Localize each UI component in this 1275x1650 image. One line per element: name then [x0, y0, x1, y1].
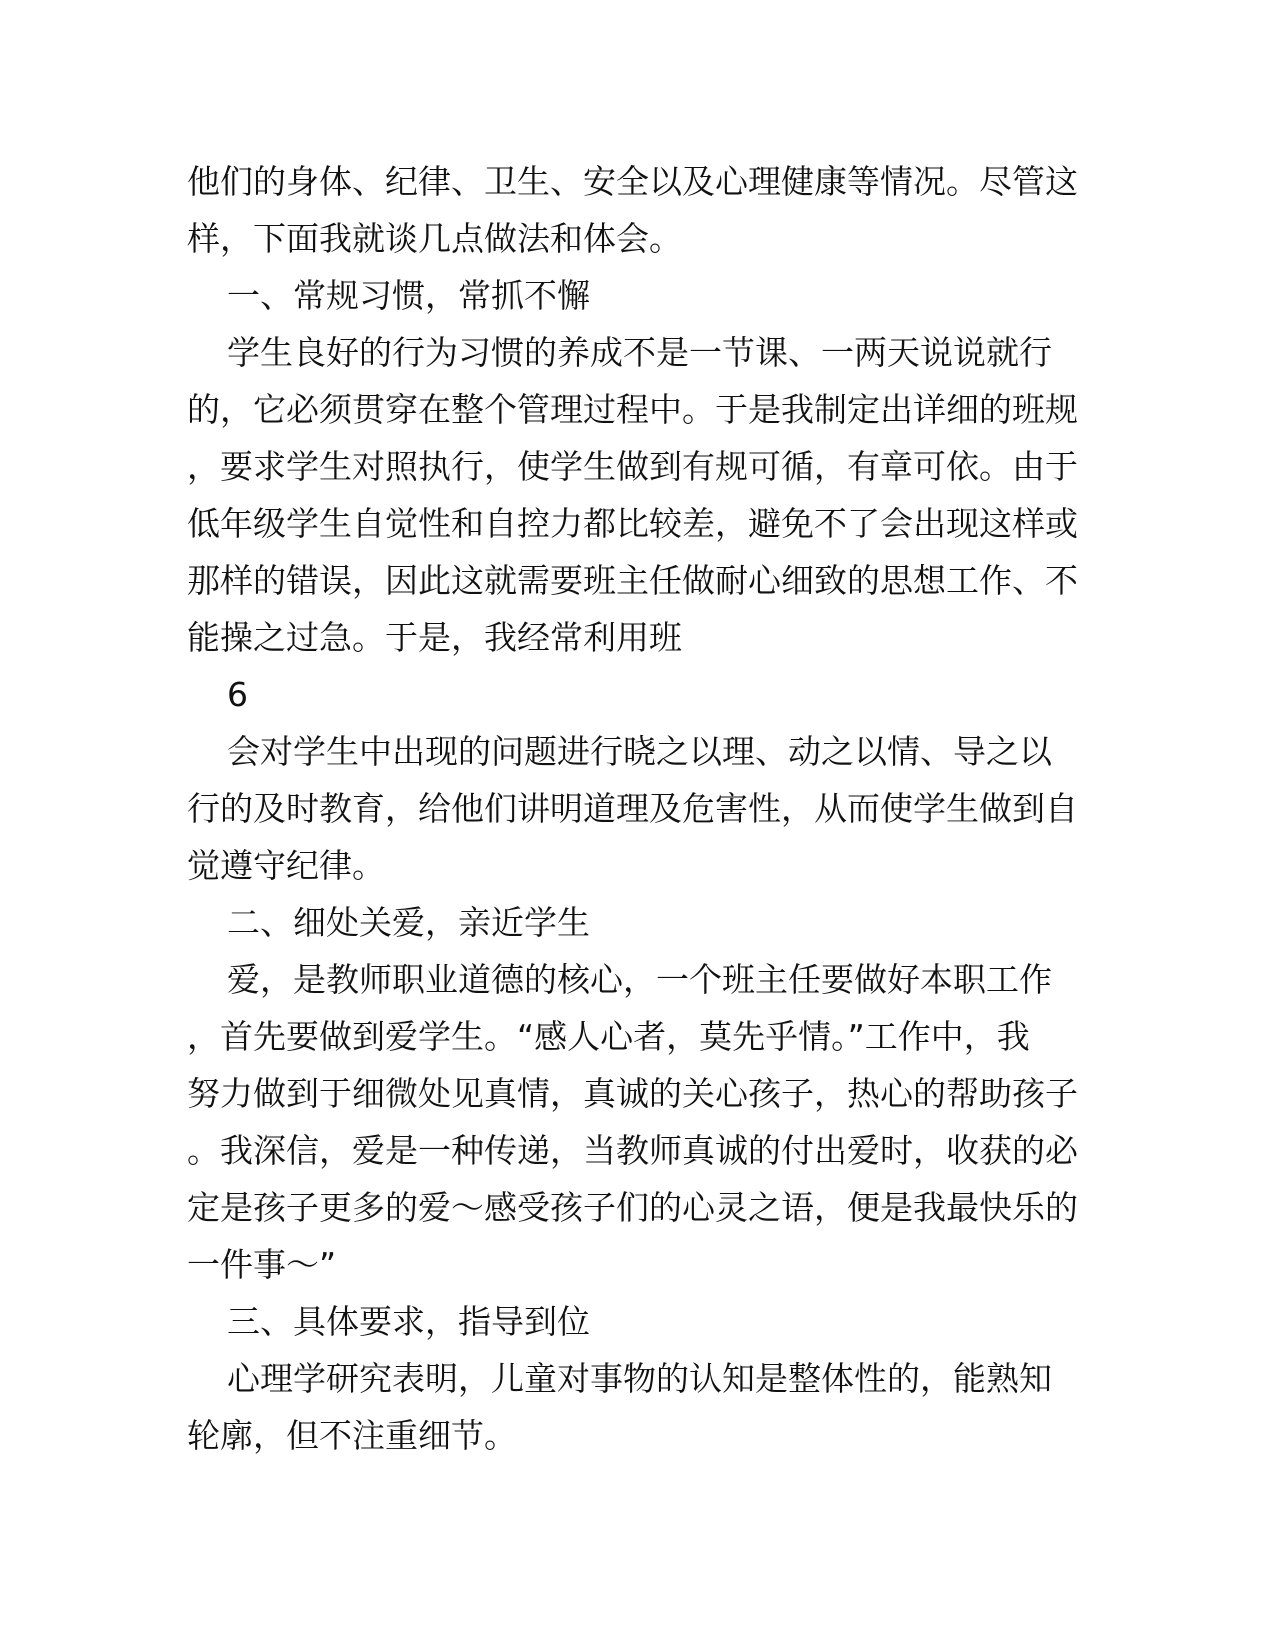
- text-line: 低年级学生自觉性和自控力都比较差，避免不了会出现这样或: [187, 504, 1078, 543]
- text-line: 的，它必须贯穿在整个管理过程中。于是我制定出详细的班规: [187, 390, 1078, 429]
- text-line: 他们的身体、纪律、卫生、安全以及心理健康等情况。尽管这: [187, 162, 1078, 201]
- text-line: 那样的错误，因此这就需要班主任做耐心细致的思想工作、不: [187, 561, 1078, 600]
- document-body: [187, 153, 1087, 1464]
- text-line: 心理学研究表明，儿童对事物的认知是整体性的，能熟知: [227, 1359, 1052, 1398]
- text-line: 能操之过急。于是，我经常利用班: [187, 618, 682, 657]
- text-line: 爱，是教师职业道德的核心，一个班主任要做好本职工作: [227, 960, 1052, 999]
- text-line: 一件事～”: [187, 1245, 337, 1284]
- text-line: ，要求学生对照执行，使学生做到有规可循，有章可依。由于: [187, 447, 1078, 486]
- text-line: 定是孩子更多的爱～感受孩子们的心灵之语，便是我最快乐的: [187, 1188, 1078, 1227]
- text-line: 觉遵守纪律。: [187, 846, 385, 885]
- page-number: 6: [227, 675, 248, 714]
- text-line: ，首先要做到爱学生。“感人心者，莫先乎情。”工作中，我: [187, 1017, 1030, 1056]
- text-line: 轮廓，但不注重细节。: [187, 1416, 517, 1455]
- text-line: 。我深信，爱是一种传递，当教师真诚的付出爱时，收获的必: [187, 1131, 1078, 1170]
- text-line: 学生良好的行为习惯的养成不是一节课、一两天说说就行: [227, 333, 1052, 372]
- text-line: 行的及时教育，给他们讲明道理及危害性，从而使学生做到自: [187, 789, 1078, 828]
- section-heading: 三、具体要求，指导到位: [227, 1302, 590, 1341]
- section-heading: 一、常规习惯，常抓不懈: [227, 276, 590, 315]
- text-line: 努力做到于细微处见真情，真诚的关心孩子，热心的帮助孩子: [187, 1074, 1078, 1113]
- text-line: 会对学生中出现的问题进行晓之以理、动之以情、导之以: [227, 732, 1052, 771]
- section-heading: 二、细处关爱，亲近学生: [227, 903, 590, 942]
- text-line: 样，下面我就谈几点做法和体会。: [187, 219, 682, 258]
